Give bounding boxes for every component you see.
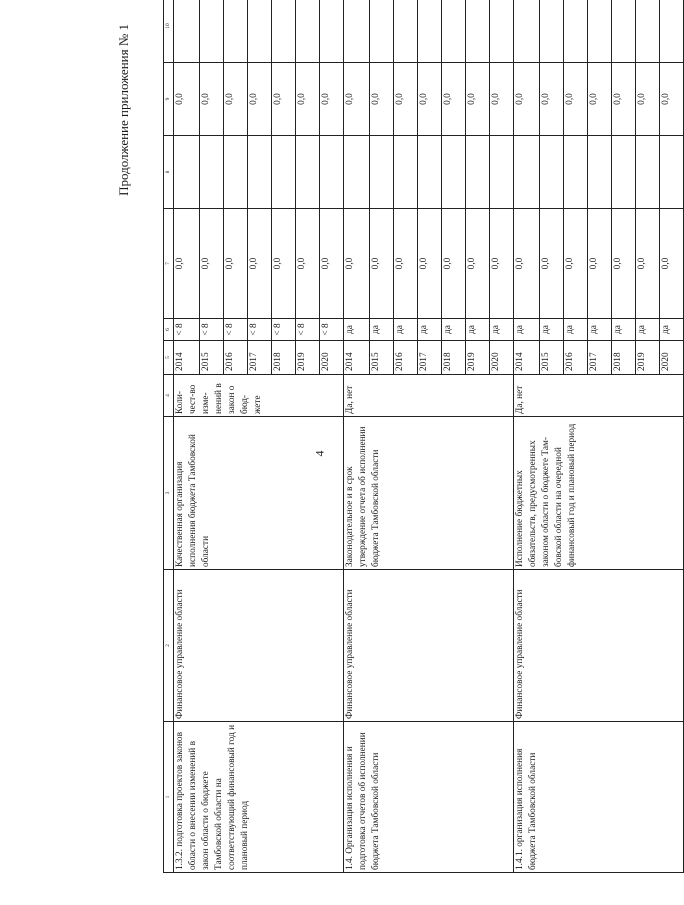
- funding-cell: [540, 136, 564, 209]
- target-value-cell: да: [344, 319, 370, 341]
- year-cell: 2016: [564, 341, 588, 375]
- target-value-cell: да: [394, 319, 418, 341]
- funding-cell: 0,0: [612, 209, 636, 319]
- funding-cell: [394, 136, 418, 209]
- page-number: 4: [312, 450, 327, 457]
- funding-cell: 0,0: [514, 63, 540, 136]
- indicator-cell: Исполнение бюджетных обязательств, предусмотренных законом области о бюджете Там-бовской области на очередной финансовый год и плановый период: [514, 417, 684, 570]
- funding-cell: [394, 0, 418, 63]
- funding-cell: [588, 136, 612, 209]
- funding-cell: [660, 0, 684, 63]
- funding-cell: [490, 136, 514, 209]
- funding-cell: [200, 136, 224, 209]
- funding-cell: 0,0: [370, 63, 394, 136]
- year-cell: 2015: [370, 341, 394, 375]
- funding-cell: [320, 0, 344, 63]
- funding-cell: [296, 0, 320, 63]
- funding-cell: [490, 0, 514, 63]
- funding-cell: 0,0: [370, 209, 394, 319]
- funding-cell: [514, 136, 540, 209]
- year-cell: 2014: [174, 341, 200, 375]
- executor-cell: Финансовое управление области: [344, 570, 514, 722]
- funding-cell: 0,0: [660, 63, 684, 136]
- funding-cell: 0,0: [320, 63, 344, 136]
- column-number-row: [164, 0, 174, 873]
- column-number: 4: [164, 375, 174, 417]
- funding-cell: 0,0: [418, 63, 442, 136]
- unit-cell: Да, нет: [514, 375, 684, 417]
- target-value-cell: < 8: [320, 319, 344, 341]
- target-value-cell: < 8: [174, 319, 200, 341]
- funding-cell: [320, 136, 344, 209]
- funding-cell: [344, 136, 370, 209]
- year-cell: 2014: [344, 341, 370, 375]
- funding-cell: [612, 0, 636, 63]
- funding-cell: 0,0: [466, 63, 490, 136]
- funding-cell: 0,0: [248, 209, 272, 319]
- funding-cell: 0,0: [418, 209, 442, 319]
- funding-cell: [636, 136, 660, 209]
- funding-cell: [174, 0, 200, 63]
- target-value-cell: да: [612, 319, 636, 341]
- funding-cell: [344, 0, 370, 63]
- year-cell: 2017: [418, 341, 442, 375]
- funding-cell: 0,0: [564, 63, 588, 136]
- column-number: 7: [164, 209, 174, 319]
- funding-cell: [296, 136, 320, 209]
- funding-cell: [442, 0, 466, 63]
- table-body: [174, 0, 684, 873]
- funding-cell: 0,0: [636, 63, 660, 136]
- target-value-cell: да: [540, 319, 564, 341]
- funding-cell: 0,0: [442, 63, 466, 136]
- year-cell: 2017: [248, 341, 272, 375]
- year-cell: 2019: [636, 341, 660, 375]
- executor-cell: Финансовое управление области: [514, 570, 684, 722]
- table-row: [174, 0, 200, 873]
- target-value-cell: да: [588, 319, 612, 341]
- funding-cell: 0,0: [490, 63, 514, 136]
- funding-cell: [466, 0, 490, 63]
- target-value-cell: < 8: [224, 319, 248, 341]
- funding-cell: 0,0: [466, 209, 490, 319]
- funding-cell: 0,0: [588, 209, 612, 319]
- column-number: 10: [164, 0, 174, 63]
- funding-cell: 0,0: [224, 63, 248, 136]
- appendix-heading: Продолжение приложения № 1: [116, 24, 131, 196]
- funding-cell: [514, 0, 540, 63]
- year-cell: 2019: [296, 341, 320, 375]
- funding-cell: [466, 136, 490, 209]
- funding-cell: 0,0: [564, 209, 588, 319]
- funding-cell: [612, 136, 636, 209]
- column-number: 6: [164, 319, 174, 341]
- target-value-cell: да: [466, 319, 490, 341]
- year-cell: 2015: [540, 341, 564, 375]
- year-cell: 2018: [442, 341, 466, 375]
- funding-cell: [272, 136, 296, 209]
- executor-cell: Финансовое управление области: [174, 570, 344, 722]
- target-value-cell: да: [418, 319, 442, 341]
- unit-cell: Коли-чест-во изме-нений в закон о бюд-жете: [174, 375, 344, 417]
- funding-cell: 0,0: [200, 63, 224, 136]
- target-value-cell: да: [442, 319, 466, 341]
- funding-cell: 0,0: [296, 209, 320, 319]
- funding-cell: [442, 136, 466, 209]
- year-cell: 2015: [200, 341, 224, 375]
- item-title-cell: 1.4. Организация исполнения и подготовка отчетов об исполнении бюджета Тамбовской области: [344, 722, 514, 873]
- year-cell: 2020: [660, 341, 684, 375]
- funding-cell: [564, 0, 588, 63]
- year-cell: 2019: [466, 341, 490, 375]
- funding-cell: [540, 0, 564, 63]
- table-row: [514, 0, 540, 873]
- funding-cell: 0,0: [174, 63, 200, 136]
- funding-cell: 0,0: [394, 209, 418, 319]
- funding-cell: 0,0: [248, 63, 272, 136]
- column-number: 2: [164, 570, 174, 722]
- funding-cell: [418, 0, 442, 63]
- year-cell: 2020: [490, 341, 514, 375]
- target-value-cell: да: [564, 319, 588, 341]
- year-cell: 2018: [272, 341, 296, 375]
- item-title-cell: 1.4.1. организация исполнения бюджета Тамбовской области: [514, 722, 684, 873]
- funding-cell: [636, 0, 660, 63]
- funding-cell: [174, 136, 200, 209]
- funding-cell: 0,0: [540, 209, 564, 319]
- rotated-landscape-page: [116, 18, 671, 873]
- target-value-cell: < 8: [248, 319, 272, 341]
- funding-cell: [272, 0, 296, 63]
- target-value-cell: да: [660, 319, 684, 341]
- column-number: 5: [164, 341, 174, 375]
- target-value-cell: < 8: [272, 319, 296, 341]
- column-number: 8: [164, 136, 174, 209]
- indicator-cell: Законодательное и в срок утверждение отчета об исполнении бюджета Тамбовской области: [344, 417, 514, 570]
- year-cell: 2016: [224, 341, 248, 375]
- funding-cell: [248, 136, 272, 209]
- funding-cell: 0,0: [174, 209, 200, 319]
- target-value-cell: да: [490, 319, 514, 341]
- program-table: [163, 0, 684, 873]
- year-cell: 2020: [320, 341, 344, 375]
- funding-cell: [224, 136, 248, 209]
- funding-cell: 0,0: [344, 63, 370, 136]
- funding-cell: 0,0: [490, 209, 514, 319]
- target-value-cell: да: [370, 319, 394, 341]
- funding-cell: 0,0: [296, 63, 320, 136]
- funding-cell: 0,0: [272, 209, 296, 319]
- year-cell: 2017: [588, 341, 612, 375]
- funding-cell: [200, 0, 224, 63]
- funding-cell: [224, 0, 248, 63]
- funding-cell: 0,0: [588, 63, 612, 136]
- funding-cell: [418, 136, 442, 209]
- funding-cell: 0,0: [660, 209, 684, 319]
- funding-cell: 0,0: [442, 209, 466, 319]
- target-value-cell: < 8: [200, 319, 224, 341]
- funding-cell: [370, 136, 394, 209]
- funding-cell: [588, 0, 612, 63]
- target-value-cell: да: [514, 319, 540, 341]
- column-number: 3: [164, 417, 174, 570]
- funding-cell: 0,0: [200, 209, 224, 319]
- funding-cell: 0,0: [540, 63, 564, 136]
- target-value-cell: < 8: [296, 319, 320, 341]
- funding-cell: [660, 136, 684, 209]
- indicator-cell: Качественная организация исполнения бюджета Тамбовской области: [174, 417, 344, 570]
- funding-cell: 0,0: [514, 209, 540, 319]
- funding-cell: 0,0: [394, 63, 418, 136]
- year-cell: 2018: [612, 341, 636, 375]
- funding-cell: 0,0: [636, 209, 660, 319]
- funding-cell: [370, 0, 394, 63]
- year-cell: 2016: [394, 341, 418, 375]
- funding-cell: 0,0: [344, 209, 370, 319]
- funding-cell: [564, 136, 588, 209]
- funding-cell: [248, 0, 272, 63]
- column-number: 1: [164, 722, 174, 873]
- funding-cell: 0,0: [320, 209, 344, 319]
- funding-cell: 0,0: [224, 209, 248, 319]
- table-row: [344, 0, 370, 873]
- funding-cell: 0,0: [612, 63, 636, 136]
- column-number: 9: [164, 63, 174, 136]
- year-cell: 2014: [514, 341, 540, 375]
- unit-cell: Да, нет: [344, 375, 514, 417]
- funding-cell: 0,0: [272, 63, 296, 136]
- target-value-cell: да: [636, 319, 660, 341]
- item-title-cell: 1.3.2. подготовка проектов законов области о внесении изменений в закон области о бюджете Тамбовской области на соответствующий финансовый год и плановый период: [174, 722, 344, 873]
